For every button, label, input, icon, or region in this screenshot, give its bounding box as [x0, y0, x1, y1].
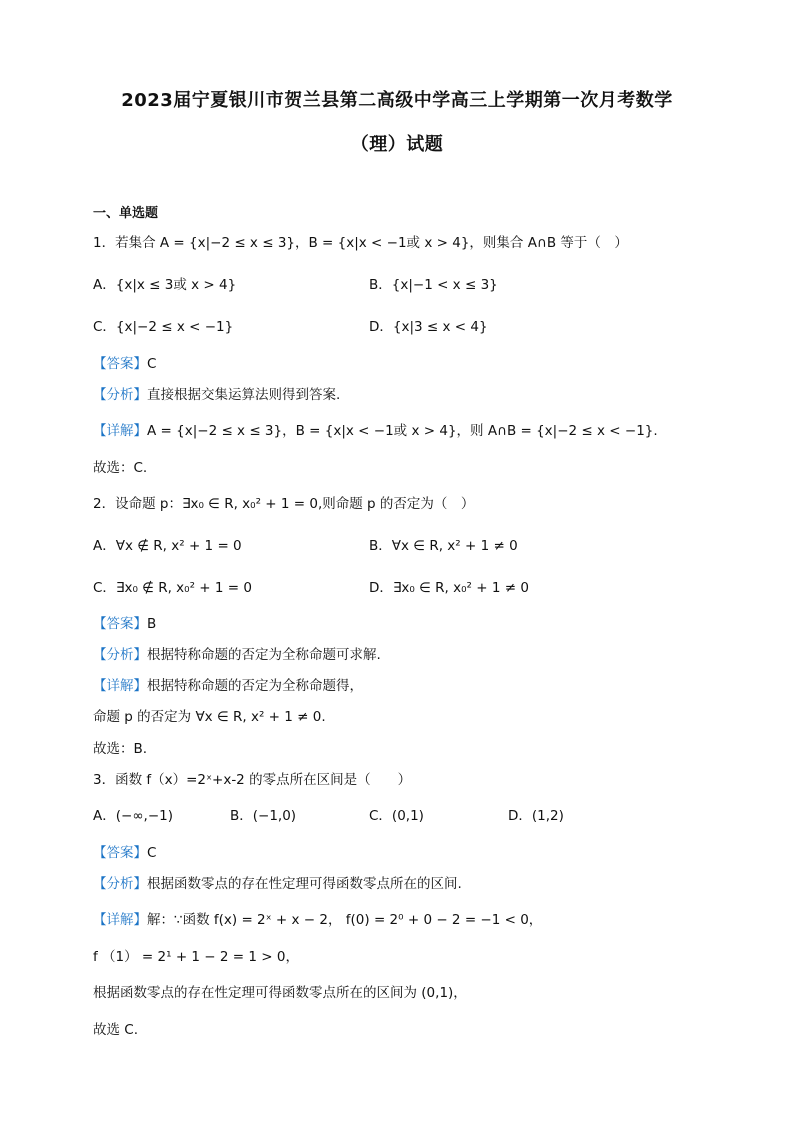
q1-option-c: C．{x|−2 ≤ x < −1}	[93, 319, 234, 335]
q2-detail	[93, 676, 363, 696]
q3-option-a: A．(−∞,−1)	[93, 808, 174, 824]
q3-option-c: C．(0,1)	[369, 808, 424, 824]
analysis-text: 根据函数零点的存在性定理可得函数零点所在的区间.	[147, 876, 462, 892]
analysis-tag: 【分析】	[93, 876, 147, 892]
answer-value: C	[147, 356, 157, 372]
q3-option-d: D．(1,2)	[508, 808, 564, 824]
detail-tag: 【详解】	[93, 912, 147, 928]
q3-stem: 3．函数 f（x）=2ˣ+x-2 的零点所在区间是（ ）	[93, 772, 412, 788]
detail-text: 根据特称命题的否定为全称命题得，	[147, 678, 363, 694]
answer-value: C	[147, 845, 157, 861]
q2-stem: 2．设命题 p：∃x₀ ∈ R, x₀² + 1 = 0,则命题 p 的否定为（ ）	[93, 496, 475, 512]
q2-detail-2: 命题 p 的否定为 ∀x ∈ R, x² + 1 ≠ 0.	[93, 709, 326, 725]
q3-detail-3: 根据函数零点的存在性定理可得函数零点所在的区间为 (0,1)，	[93, 985, 467, 1001]
q1-stem: 1．若集合 A = {x|−2 ≤ x ≤ 3}，B = {x|x < −1或 x > 4}，则集合 A∩B 等于（ ）	[93, 235, 628, 251]
q2-option-c: C．∃x₀ ∉ R, x₀² + 1 = 0	[93, 580, 252, 596]
analysis-text: 根据特称命题的否定为全称命题可求解.	[147, 647, 381, 663]
q3-choose: 故选 C.	[93, 1022, 139, 1038]
q3-detail	[93, 910, 542, 930]
detail-tag: 【详解】	[93, 423, 147, 439]
analysis-tag: 【分析】	[93, 387, 147, 403]
q2-answer	[93, 614, 156, 634]
analysis-tag: 【分析】	[93, 647, 147, 663]
q1-detail	[93, 421, 658, 441]
q1-choose: 故选：C.	[93, 460, 148, 476]
detail-tag: 【详解】	[93, 678, 147, 694]
analysis-text: 直接根据交集运算法则得到答案.	[147, 387, 341, 403]
q1-analysis	[93, 385, 340, 405]
q1-option-d: D．{x|3 ≤ x < 4}	[369, 319, 488, 335]
q2-option-a: A．∀x ∉ R, x² + 1 = 0	[93, 538, 242, 554]
section-heading: 一、单选题	[93, 206, 159, 221]
page-title-line2: （理）试题	[350, 134, 444, 155]
answer-tag: 【答案】	[93, 616, 147, 632]
q3-answer	[93, 843, 156, 863]
detail-text: A = {x|−2 ≤ x ≤ 3}，B = {x|x < −1或 x > 4}，则 A∩B = {x|−2 ≤ x < −1}.	[147, 423, 658, 439]
q1-answer	[93, 354, 156, 374]
answer-value: B	[147, 616, 157, 632]
q2-option-d: D．∃x₀ ∈ R, x₀² + 1 ≠ 0	[369, 580, 529, 596]
q1-option-b: B．{x|−1 < x ≤ 3}	[369, 277, 498, 293]
page-title-line1: 2023届宁夏银川市贺兰县第二高级中学高三上学期第一次月考数学	[121, 90, 673, 111]
q3-analysis	[93, 874, 462, 894]
answer-tag: 【答案】	[93, 845, 147, 861]
q2-choose: 故选：B.	[93, 741, 148, 757]
q3-detail-2: f （1） = 2¹ + 1 − 2 = 1 > 0，	[93, 949, 299, 965]
q2-option-b: B．∀x ∈ R, x² + 1 ≠ 0	[369, 538, 518, 554]
q3-option-b: B．(−1,0)	[230, 808, 297, 824]
detail-text: 解：∵函数 f(x) = 2ˣ + x − 2， f(0) = 2⁰ + 0 − 2 = −1 < 0，	[147, 912, 543, 928]
q2-analysis	[93, 645, 381, 665]
answer-tag: 【答案】	[93, 356, 147, 372]
q1-option-a: A．{x|x ≤ 3或 x > 4}	[93, 277, 237, 293]
